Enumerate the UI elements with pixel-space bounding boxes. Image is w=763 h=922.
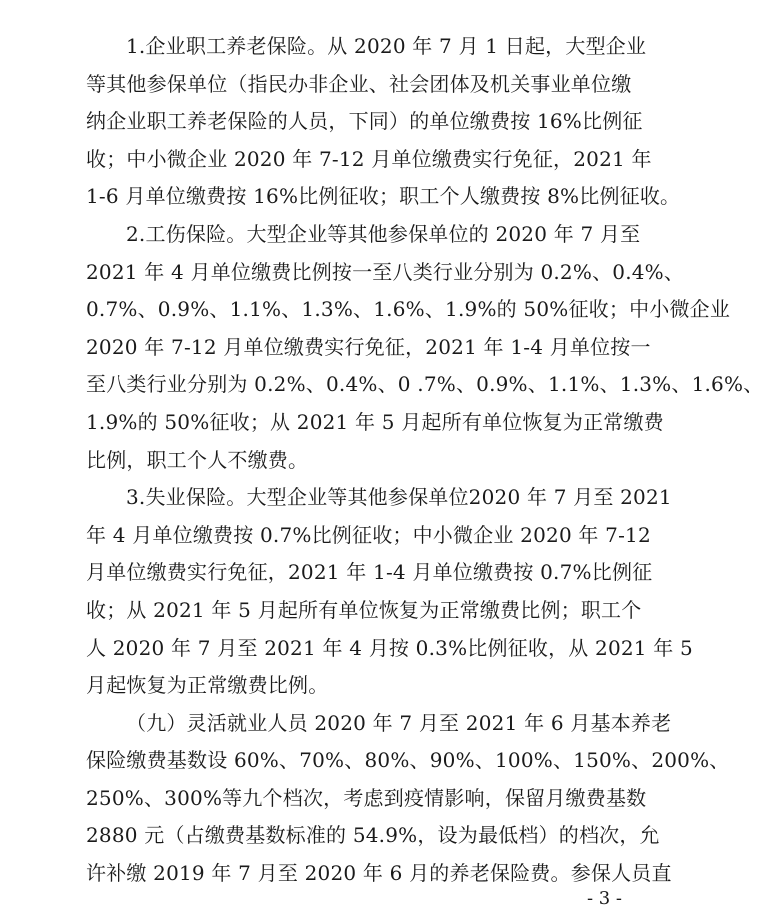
text-line: 年 4 月单位缴费按 0.7%比例征收；中小微企业 2020 年 7-12	[86, 522, 651, 547]
text-line: 250%、300%等九个档次，考虑到疫情影响，保留月缴费基数	[86, 785, 647, 810]
paragraph-work-injury-insurance	[86, 216, 763, 479]
text-line: 等其他参保单位（指民办非企业、社会团体及机关事业单位缴	[86, 71, 632, 96]
text-line: 人 2020 年 7 月至 2021 年 4 月按 0.3%比例征收，从 2021 年 5	[86, 635, 693, 660]
document-body	[86, 28, 763, 893]
text-line: 许补缴 2019 年 7 月至 2020 年 6 月的养老保险费。参保人员直	[86, 861, 672, 886]
text-line: 保险缴费基数设 60%、70%、80%、90%、100%、150%、200%、	[86, 748, 730, 773]
text-line: 3.失业保险。大型企业等其他参保单位2020 年 7 月至 2021	[126, 485, 672, 510]
paragraph-pension-insurance	[86, 28, 681, 216]
text-line: 2020 年 7-12 月单位缴费实行免征，2021 年 1-4 月单位按一	[86, 334, 651, 359]
text-line: 2880 元（占缴费基数标准的 54.9%，设为最低档）的档次，允	[86, 823, 660, 848]
text-line: 1-6 月单位缴费按 16%比例征收；职工个人缴费按 8%比例征收。	[86, 184, 681, 209]
page-number: - 3 -	[586, 888, 622, 909]
text-line: 月单位缴费实行免征，2021 年 1-4 月单位缴费按 0.7%比例征	[86, 560, 653, 585]
text-line: 0.7%、0.9%、1.1%、1.3%、1.6%、1.9%的 50%征收；中小微企业	[86, 297, 731, 322]
text-line: 收；中小微企业 2020 年 7-12 月单位缴费实行免征，2021 年	[86, 146, 652, 171]
text-line: 1.9%的 50%征收；从 2021 年 5 月起所有单位恢复为正常缴费	[86, 409, 664, 434]
text-line: 月起恢复为正常缴费比例。	[86, 673, 329, 698]
paragraph-flexible-employment	[86, 705, 730, 893]
paragraph-unemployment-insurance	[86, 479, 693, 705]
text-line: 纳企业职工养老保险的人员，下同）的单位缴费按 16%比例征	[86, 109, 643, 134]
text-line: 至八类行业分别为 0.2%、0.4%、0 .7%、0.9%、1.1%、1.3%、1.6%、	[86, 372, 763, 397]
text-line: 2021 年 4 月单位缴费比例按一至八类行业分别为 0.2%、0.4%、	[86, 259, 685, 284]
text-line: 2.工伤保险。大型企业等其他参保单位的 2020 年 7 月至	[126, 221, 641, 246]
text-line: 收；从 2021 年 5 月起所有单位恢复为正常缴费比例；职工个	[86, 597, 642, 622]
text-line: 比例，职工个人不缴费。	[86, 447, 309, 472]
text-line: 1.企业职工养老保险。从 2020 年 7 月 1 日起，大型企业	[126, 34, 647, 58]
text-line: （九）灵活就业人员 2020 年 7 月至 2021 年 6 月基本养老	[126, 710, 672, 735]
